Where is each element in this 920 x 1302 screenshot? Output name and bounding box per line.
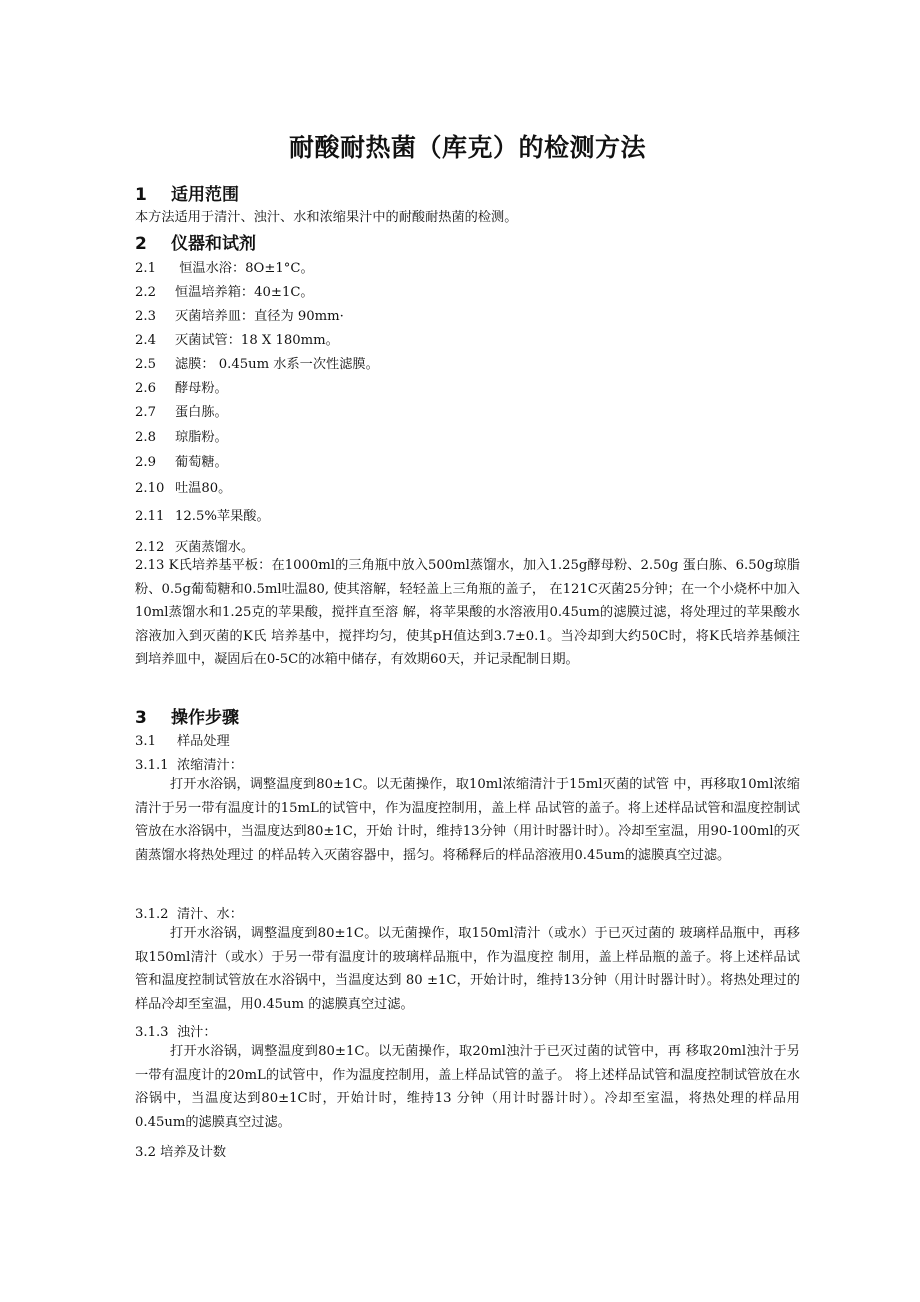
item-text: 蛋白胨。	[175, 405, 228, 420]
item-text: 12.5%苹果酸。	[175, 509, 270, 524]
item-number: 2.4	[135, 333, 156, 348]
section-1-text: 本方法适用于清汁、浊汁、水和浓缩果汁中的耐酸耐热菌的检测。	[135, 210, 518, 225]
subsection-3-2: 3.2 培养及计数	[135, 1145, 227, 1160]
section-title: 适用范围	[171, 185, 239, 205]
paragraph-2-13: 2.13 K氏培养基平板：在1000ml的三角瓶中放入500ml蒸馏水，加入1.25g酵母粉、2.50g 蛋白胨、6.50g琼脂粉、0.5g葡萄糖和0.5ml吐温80, 使其溶解，轻轻盖上三角瓶的盖子， 在121C灭菌25分钟；在一个小烧杯中加入10ml蒸馏水和1.25克的苹果酸，搅拌直至溶 解，将苹果酸的水溶液用0.45um的滤膜过滤，将处理过的苹果酸水溶液加入到灭菌的K氏 培养基中，搅拌均匀，使其pH值达到3.7±0.1。当冷却到大约50C时，将K氏培养基倾注 到培养皿中，凝固后在0-5C的冰箱中储存，有效期60天，并记录配制日期。	[135, 558, 800, 667]
section-title: 操作步骤	[171, 708, 239, 728]
subsection-3-1-2	[135, 903, 243, 922]
item-number: 2.5	[135, 357, 156, 372]
list-item	[135, 353, 800, 372]
section-title: 仪器和试剂	[171, 234, 256, 254]
item-text: 葡萄糖。	[175, 455, 228, 470]
item-number: 2.9	[135, 455, 156, 470]
paragraph-3-1-1: 打开水浴锅，调整温度到80±1C。以无菌操作，取10ml浓缩清汁于15ml灭菌的试管 中，再移取10ml浓缩清汁于另一带有温度计的15mL的试管中，作为温度控制用，盖上样 品试管的盖子。将上述样品试管和温度控制试管放在水浴锅中，当温度达到80±1C，开始 计时，维持13分钟（用计时器计时）。冷却至室温，用90-100ml的灭菌蒸馏水将热处理过 的样品转入灭菌容器中，摇匀。将稀释后的样品溶液用0.45um的滤膜真空过滤。	[135, 777, 800, 863]
list-item	[135, 477, 800, 496]
list-item	[135, 536, 800, 555]
item-number: 2.6	[135, 381, 156, 396]
item-number: 2.7	[135, 405, 156, 420]
list-item	[135, 281, 800, 300]
item-text: 滤膜： 0.45um 水系一次性滤膜。	[175, 357, 379, 372]
item-text: 酵母粉。	[175, 381, 228, 396]
item-number: 3.1	[135, 734, 156, 749]
item-number: 3.1.2	[135, 907, 169, 922]
section-number: 1	[135, 185, 147, 205]
subsection-3-1-3	[135, 1021, 217, 1040]
item-text: 浓缩清汁：	[177, 758, 243, 773]
subsection-3-1	[135, 730, 230, 749]
item-text: 灭菌试管：18 X 180mm。	[175, 333, 339, 348]
item-text: 清汁、水：	[177, 907, 243, 922]
list-item	[135, 401, 800, 420]
section-2-heading	[135, 229, 800, 254]
item-text: 样品处理	[177, 734, 230, 749]
item-text: 恒温培养箱：40±1C。	[175, 285, 314, 300]
item-number: 2.2	[135, 285, 156, 300]
document-title: 耐酸耐热菌（库克）的检测方法	[288, 133, 646, 162]
item-number: 2.10	[135, 481, 165, 496]
item-number: 2.11	[135, 509, 165, 524]
item-text: 琼脂粉。	[175, 430, 228, 445]
item-text: 灭菌培养皿：直径为 90mm·	[175, 309, 344, 324]
list-item	[135, 305, 800, 324]
item-text: 恒温水浴：8O±1°C。	[175, 261, 314, 276]
list-item	[135, 329, 800, 348]
item-number: 3.1.1	[135, 758, 169, 773]
section-number: 3	[135, 708, 147, 728]
paragraph-3-1-3: 打开水浴锅，调整温度到80±1C。以无菌操作，取20ml浊汁于已灭过菌的试管中，再 移取20ml浊汁于另一带有温度计的20mL的试管中，作为温度控制用，盖上样品试管的盖子。 将上述样品试管和温度控制试管放在水浴锅中，当温度达到80±1C时，开始计时，维持13 分钟（用计时器计时）。冷却至室温，将热处理的样品用0.45um的滤膜真空过滤。	[135, 1044, 800, 1130]
paragraph-3-1-2: 打开水浴锅，调整温度到80±1C。以无菌操作，取150ml清汁（或水）于已灭过菌的 玻璃样品瓶中，再移取150ml清汁（或水）于另一带有温度计的玻璃样品瓶中，作为温度控 制用，盖上样品瓶的盖子。将上述样品试管和温度控制试管放在水浴锅中，当温度达到 80 ±1C，开始计时，维持13分钟（用计时器计时）。将热处理过的样品冷却至室温，用0.45um 的滤膜真空过滤。	[135, 926, 800, 1012]
subsection-3-1-1	[135, 754, 243, 773]
list-item	[135, 257, 800, 276]
section-3-heading	[135, 703, 800, 728]
item-number: 3.1.3	[135, 1025, 169, 1040]
item-number: 2.12	[135, 540, 165, 555]
list-item	[135, 377, 800, 396]
item-text: 灭菌蒸馏水。	[175, 540, 255, 555]
section-number: 2	[135, 234, 147, 254]
list-item	[135, 426, 800, 445]
item-number: 2.3	[135, 309, 156, 324]
section-1-heading	[135, 180, 800, 205]
item-text: 浊汁：	[177, 1025, 217, 1040]
list-item	[135, 451, 800, 470]
item-number: 2.8	[135, 430, 156, 445]
list-item	[135, 505, 800, 524]
item-number: 2.1	[135, 261, 156, 276]
item-text: 吐温80。	[175, 481, 232, 496]
